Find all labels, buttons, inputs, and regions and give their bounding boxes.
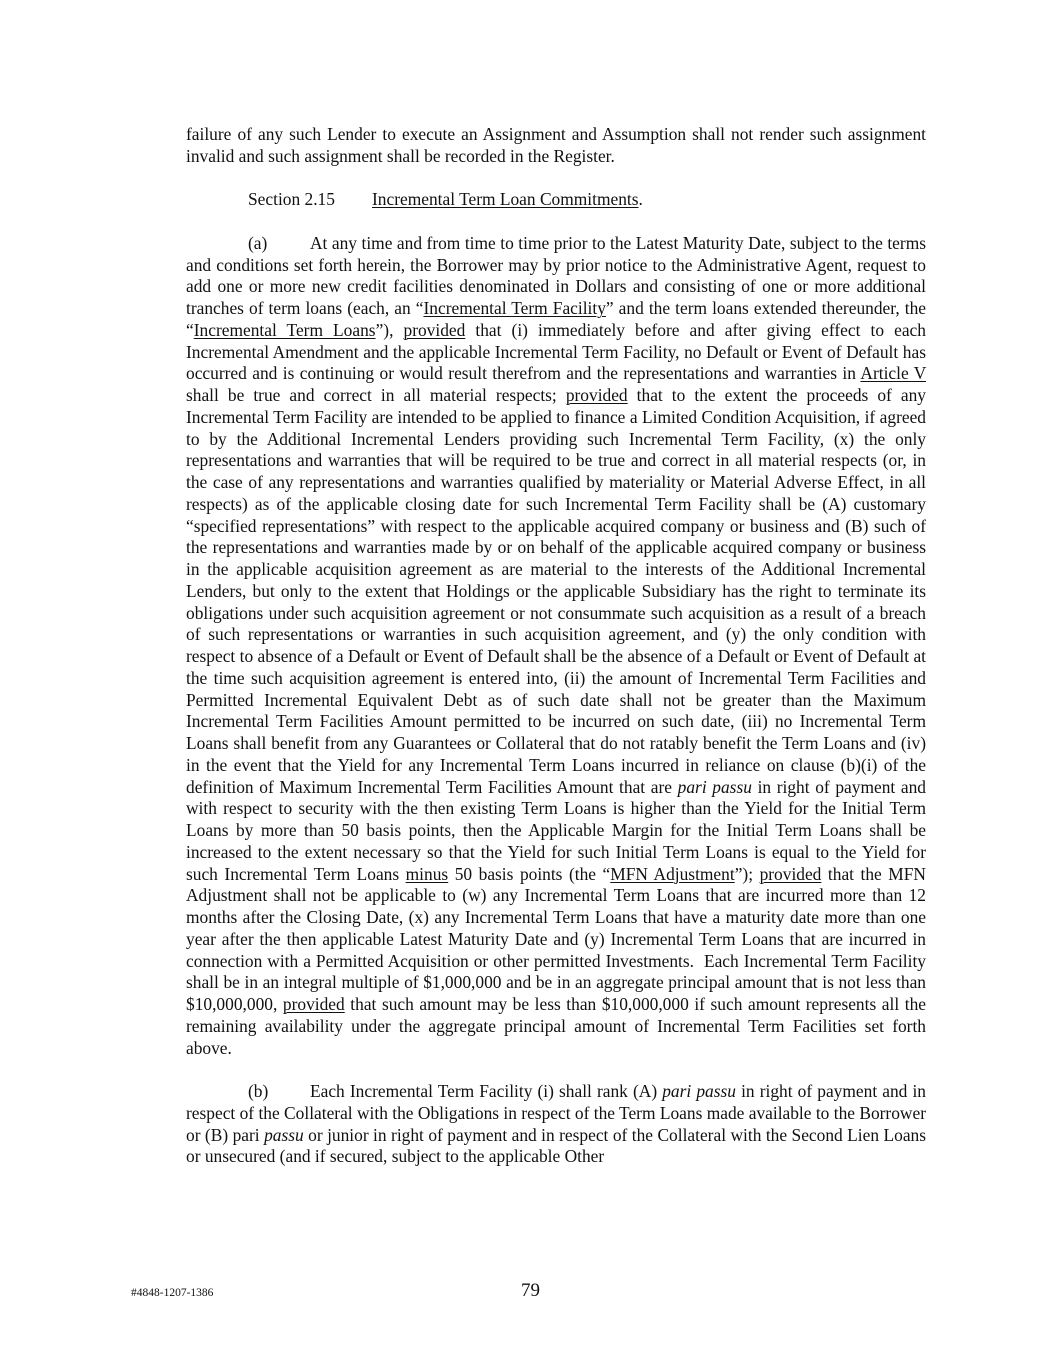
defined-term: MFN Adjustment bbox=[610, 863, 735, 884]
section-title: Incremental Term Loan Commitments bbox=[372, 189, 639, 210]
text-run: in right of payment and in respect of the Collateral with the Obligations in respect of the Term Loans made available to the Borrower or (B) pari bbox=[186, 1081, 927, 1145]
proviso-term: provided bbox=[403, 319, 466, 340]
proviso-term: provided bbox=[565, 385, 628, 405]
text-run: Each Incremental Term Facility (i) shall rank (A) bbox=[310, 1081, 663, 1101]
continuation-paragraph: failure of any such Lender to execute an Assignment and Assumption shall not render such assignment invalid and such assignment shall be recorded in the Register. bbox=[186, 124, 926, 166]
defined-term: Incremental Term Loans bbox=[193, 319, 376, 340]
paragraph-b-label: (b) bbox=[248, 1081, 269, 1101]
section-number: Section 2.15 bbox=[248, 189, 335, 210]
text-run: that the MFN Adjustment shall not be applicable to (w) any Incremental Term Loans that are incurred more than 12 months after the Closing Date, (x) any Incremental Term Loans that have a maturity date more than one year after the then applicable Latest Maturity Date and (y) Incremental Term Loans that are incurred in connection with a Permitted Acquisition or other permitted Investments. Each Incremental Term Facility shall be in an integral multiple of $1,000,000 and be in an aggregate principal amount that is not less than $10,000,000, bbox=[186, 863, 926, 1014]
defined-term: Incremental Term Facility bbox=[423, 298, 606, 318]
paragraph-a bbox=[186, 233, 926, 1060]
text-run: ” and the term loans extended thereunder, the “ bbox=[186, 298, 926, 340]
article-reference: Article V bbox=[860, 363, 927, 384]
text-run: At any time and from time to time prior to the Latest Maturity Date, subject to the terms and conditions set forth herein, the Borrower may by prior notice to the Administrative Agent, request to add one or more new credit facilities denominated in Dollars and consisting of one or more additional tranches of term loans (each, an “ bbox=[186, 232, 926, 318]
italic-term: pari passu bbox=[677, 776, 752, 797]
document-id: #4848-1207-1386 bbox=[131, 1287, 214, 1299]
text-run: that such amount may be less than $10,000,000 if such amount represents all the remaining availability under the aggregate principal amount of Incremental Term Facilities set forth above. bbox=[186, 994, 927, 1058]
text-run: that (i) immediately before and after giving effect to each Incremental Amendment and the applicable Incremental Term Facility, no Default or Event of Default has occurred and is continuing or would result therefrom and the representations and warranties in bbox=[186, 319, 926, 384]
minus-term: minus bbox=[405, 863, 449, 884]
text-run: or junior in right of payment and in respect of the Collateral with the Second Lien Loans or unsecured (and if secured, subject to the applicable Other bbox=[186, 1124, 926, 1167]
section-title-suffix: . bbox=[638, 189, 643, 210]
text-run: that to the extent the proceeds of any Incremental Term Facility are intended to be applied to finance a Limited Condition Acquisition, if agreed to by the Additional Incremental Lenders providing such Incremental Term Facility, (x) the only representations and warranties that will be required to be true and correct in all material respects (or, in the case of any representations and warranties qualified by materiality or Material Adverse Effect, in all respects) as of the applicable closing date for such Incremental Term Facility shall be (A) customary “specified representations” with respect to the applicable acquired company or business and (B) such of the representations and warranties made by or on behalf of the applicable acquired company or business in the applicable acquisition agreement as are material to the interests of the Additional Incremental Lenders, but only to the extent that Holdings or the applicable Subsidiary has the right to terminate its obligations under such acquisition agreement or not consummate such acquisition as a result of a breach of such representations or warranties in such acquisition agreement, and (y) the only condition with respect to absence of a Default or Event of Default shall be the absence of a Default or Event of Default at the time such acquisition agreement is entered into, (ii) the amount of Incremental Term Facilities and Permitted Incremental Equivalent Debt as of such date shall not be greater than the Maximum Incremental Term Facilities Amount permitted to be incurred on such date, (iii) no Incremental Term Loans shall benefit from any Guarantees or Collateral that do not ratably benefit the Term Loans and (iv) in the event that the Yield for any Incremental Term Loans incurred in reliance on clause (b)(i) of the definition of Maximum Incremental Term Facilities Amount that are bbox=[186, 385, 926, 797]
proviso-term: provided bbox=[759, 863, 822, 884]
text-run: 50 basis points (the “ bbox=[448, 863, 611, 884]
italic-term: passu bbox=[264, 1124, 304, 1145]
text-run: shall be true and correct in all material respects; bbox=[186, 385, 566, 405]
section-heading bbox=[186, 189, 926, 211]
page-number: 79 bbox=[521, 1280, 540, 1301]
paragraph-a-label: (a) bbox=[248, 232, 268, 253]
document-page bbox=[186, 124, 926, 1168]
text-run: ”), bbox=[375, 319, 404, 340]
text-run: ”); bbox=[734, 863, 760, 884]
paragraph-b bbox=[186, 1081, 926, 1168]
italic-term: pari passu bbox=[662, 1081, 736, 1101]
text-run: in right of payment and with respect to security with the then existing Term Loans is higher than the Yield for the Initial Term Loans by more than 50 basis points, then the Applicable Margin for the Initial Term Loans shall be increased to the extent necessary so that the Yield for such Initial Term Loans is equal to the Yield for such Incremental Term Loans bbox=[186, 776, 927, 884]
proviso-term: provided bbox=[282, 994, 345, 1014]
